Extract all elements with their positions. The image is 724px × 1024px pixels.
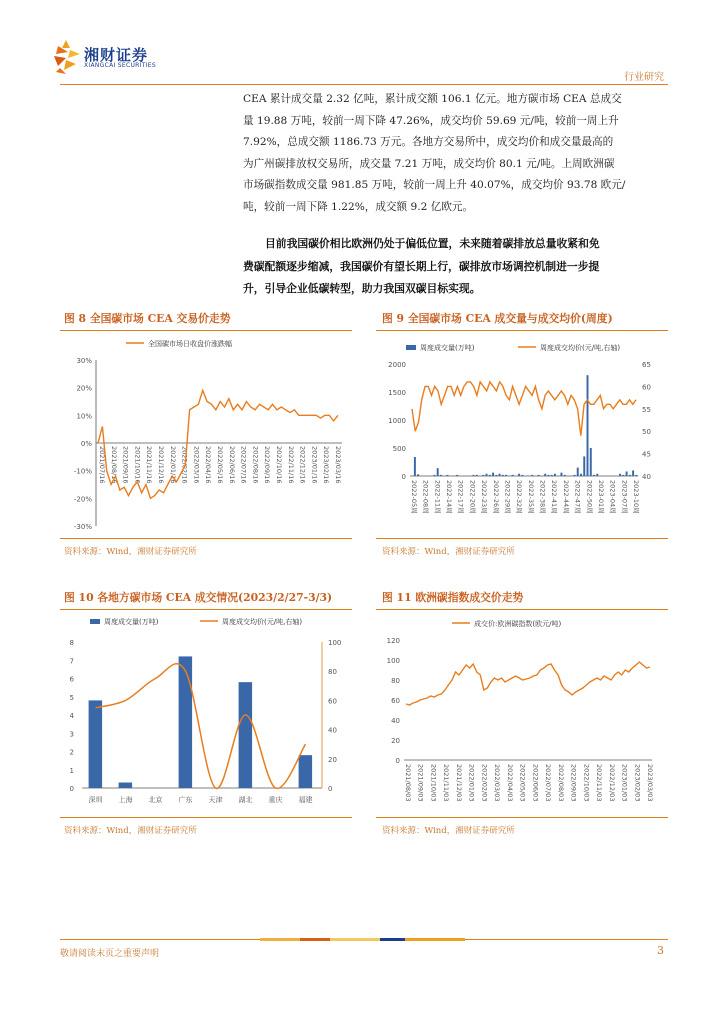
fig8-x-tick-label: 2022/12/16	[298, 446, 307, 484]
fig10-right-y-tick-label: 60	[328, 697, 337, 706]
brand-logo	[52, 40, 80, 74]
fig9-volume-bar	[626, 472, 628, 476]
fig9-right-y-tick-label: 45	[642, 450, 651, 459]
fig9-y-tick-label: 0	[401, 473, 406, 481]
fig8-x-tick-label: 2021/08/16	[109, 446, 118, 484]
fig11-chart	[376, 612, 668, 812]
fig9-x-tick-label: 2022-14周	[445, 480, 454, 514]
header-divider	[60, 84, 668, 85]
fig11-x-tick-label: 2022/01/03	[467, 764, 476, 802]
fig9-rule	[376, 330, 668, 331]
fig9-y-tick-label: 2000	[388, 361, 406, 369]
fig11-y-tick-label: 60	[391, 697, 400, 705]
fig9-legend-label: 周度成交均价(元/吨,右轴)	[540, 344, 621, 352]
fig9-volume-bar	[492, 473, 494, 476]
fig11-y-tick-label: 80	[391, 677, 400, 685]
fig9-volume-bar	[518, 474, 520, 476]
fig9-volume-bar	[473, 475, 475, 476]
fig10-y-tick-label: 3	[69, 730, 74, 739]
fig10-rule	[60, 609, 352, 610]
fig8-y-tick-label: 0%	[80, 440, 92, 448]
fig11-x-tick-label: 2022/12/03	[607, 764, 616, 802]
fig9-x-tick-label: 2022-29周	[503, 480, 512, 514]
fig9-volume-bar	[499, 474, 501, 476]
fig10-category-label: 北京	[148, 796, 163, 804]
fig8-x-tick-label: 2023/01/16	[310, 446, 319, 484]
fig11-x-tick-label: 2021/11/03	[442, 764, 451, 802]
fig11-x-tick-label: 2022/04/03	[505, 764, 514, 802]
fig8-legend-label: 全国碳市场日收盘价涨跌幅	[148, 340, 232, 348]
fig8-x-tick-label: 2022/10/16	[275, 446, 283, 484]
fig11-x-tick-label: 2022/11/03	[595, 764, 604, 802]
brand-subtitle: XIANGCAI SECURITIES	[84, 62, 156, 69]
fig9-chart	[376, 334, 668, 534]
fig9-title: 图 9 全国碳市场 CEA 成交量与成交均价(周度)	[382, 312, 613, 325]
fig11-y-tick-label: 20	[391, 737, 400, 745]
fig11-source: 资料来源：Wind，湘财证券研究所	[382, 826, 515, 836]
fig9-bottom-rule	[376, 538, 668, 539]
fig8-x-tick-label: 2023/03/16	[334, 446, 342, 484]
fig10-source: 资料来源：Wind，湘财证券研究所	[64, 826, 197, 836]
fig8-y-tick-label: -30%	[73, 523, 92, 531]
fig8-x-tick-label: 2023/02/16	[322, 446, 331, 484]
fig9-legend-label: 周度成交量(万吨)	[420, 344, 475, 352]
fig8-x-tick-label: 2021/10/16	[133, 446, 142, 484]
fig8-x-tick-label: 2022/11/16	[286, 446, 295, 484]
fig11-legend-label: 成交价:欧洲碳指数(欧元/吨)	[474, 620, 562, 628]
fig9-volume-bar	[554, 474, 556, 476]
fig9-y-tick-label: 1000	[388, 417, 406, 425]
fig10-right-y-tick-label: 80	[328, 668, 337, 677]
fig9-right-y-tick-label: 60	[642, 383, 651, 392]
fig9-volume-bar	[560, 473, 562, 476]
fig9-volume-bar	[635, 475, 637, 476]
fig9-volume-bar	[495, 475, 497, 476]
fig11-x-tick-label: 2023/01/03	[620, 764, 629, 802]
fig9-volume-bar	[629, 475, 631, 476]
fig9-x-tick-label: 2022-11周	[433, 480, 442, 514]
fig10-y-tick-label: 7	[69, 657, 74, 666]
fig10-category-label: 天津	[208, 796, 223, 804]
paragraph-line: 7.92%，总成交额 1186.73 万元。各地方交易所中，成交均价和成交量最高的	[243, 136, 614, 149]
fig8-chart	[60, 334, 352, 534]
fig9-price-line	[412, 382, 636, 436]
fig10-category-label: 深圳	[88, 796, 103, 804]
logo-icon	[52, 40, 80, 74]
fig9-y-tick-label: 1500	[388, 389, 406, 397]
fig8-x-tick-label: 2022/01/16	[168, 446, 177, 484]
fig9-volume-bar	[417, 474, 419, 476]
fig9-x-tick-label: 2022-20周	[468, 480, 477, 514]
fig9-volume-bar	[544, 474, 546, 476]
fig10-volume-bar	[119, 783, 133, 788]
fig9-x-tick-label: 2023-07周	[620, 480, 629, 514]
fig11-y-tick-label: 0	[395, 757, 400, 765]
fig10-right-y-tick-label: 40	[328, 726, 337, 735]
fig9-volume-bar	[547, 475, 549, 476]
fig9-volume-bar	[564, 475, 566, 476]
fig9-x-tick-label: 2022-08周	[421, 480, 430, 514]
fig8-x-tick-label: 2021/07/16	[98, 446, 106, 484]
fig9-y-tick-label: 500	[392, 445, 406, 453]
fig11-x-tick-label: 2021/09/03	[416, 764, 425, 802]
fig9-volume-bar	[505, 475, 507, 476]
fig9-volume-bar	[437, 468, 439, 476]
fig11-x-tick-label: 2021/10/03	[429, 764, 438, 802]
fig8-rule	[60, 330, 352, 331]
fig10-y-tick-label: 4	[69, 712, 74, 720]
fig10-volume-bar	[239, 682, 253, 788]
fig11-x-tick-label: 2022/06/03	[531, 764, 540, 802]
fig10-volume-bar	[89, 700, 103, 788]
fig11-x-tick-label: 2023/03/03	[646, 764, 654, 802]
fig9-volume-bar	[521, 475, 523, 476]
fig8-x-tick-label: 2021/12/16	[157, 446, 165, 484]
paragraph-line: CEA 累计成交量 2.32 亿吨，累计成交额 106.1 亿元。地方碳市场 CEA 总成交	[243, 93, 622, 105]
fig9-volume-bar	[512, 475, 514, 476]
footer-disclaimer: 敬请阅读末页之重要声明	[60, 949, 160, 959]
fig8-y-tick-label: 10%	[76, 412, 92, 421]
fig9-volume-bar	[577, 468, 579, 476]
fig11-bottom-rule	[376, 817, 668, 818]
fig8-y-tick-label: -10%	[73, 467, 92, 476]
fig10-y-tick-label: 8	[69, 639, 74, 647]
fig11-x-tick-label: 2021/12/03	[454, 764, 463, 802]
fig10-category-label: 重庆	[268, 796, 283, 804]
fig11-x-tick-label: 2022/08/03	[556, 764, 565, 802]
fig10-chart	[60, 612, 352, 812]
fig11-title: 图 11 欧洲碳指数成交价走势	[382, 591, 524, 604]
fig9-right-y-tick-label: 50	[642, 428, 651, 437]
fig10-volume-bar	[299, 755, 313, 788]
fig10-y-tick-label: 1	[69, 766, 74, 775]
fig9-volume-bar	[551, 475, 553, 476]
paragraph-line: 吨，较前一周下降 1.22%，成交额 9.2 亿欧元。	[243, 200, 474, 213]
fig11-rule	[376, 609, 668, 610]
fig11-x-tick-label: 2022/03/03	[493, 764, 502, 802]
fig9-right-y-tick-label: 65	[642, 361, 651, 369]
fig9-right-y-tick-label: 40	[642, 473, 651, 481]
fig8-title: 图 8 全国碳市场 CEA 交易价走势	[64, 312, 231, 325]
fig10-price-line	[96, 664, 306, 789]
fig9-x-tick-label: 2023-01周	[596, 480, 605, 514]
conclusion-paragraph	[243, 233, 669, 301]
fig8-x-tick-label: 2022/08/16	[251, 446, 260, 484]
fig10-legend-label: 周度成交均价(元/吨,右轴)	[222, 618, 303, 626]
fig10-right-y-tick-label: 20	[328, 755, 337, 764]
fig8-x-tick-label: 2022/03/16	[192, 446, 201, 484]
fig9-x-tick-label: 2022-44周	[561, 480, 570, 514]
fig11-x-tick-label: 2022/02/03	[480, 764, 489, 802]
fig9-volume-bar	[593, 475, 595, 476]
fig9-volume-bar	[622, 475, 624, 476]
conclusion-line: 目前我国碳价相比欧洲仍处于偏低位置，未来随着碳排放总量收紧和免	[265, 237, 600, 250]
fig9-volume-bar	[456, 475, 458, 476]
section-tag: 行业研究	[624, 72, 664, 83]
fig10-y-tick-label: 6	[69, 675, 74, 684]
fig9-volume-bar	[619, 474, 621, 476]
fig9-volume-bar	[632, 470, 634, 476]
fig11-x-tick-label: 2022/07/03	[544, 764, 553, 802]
fig8-y-tick-label: 20%	[76, 384, 92, 393]
fig8-y-tick-label: -20%	[73, 495, 92, 504]
fig10-category-label: 上海	[118, 796, 133, 804]
fig8-x-tick-label: 2022/09/16	[263, 446, 272, 484]
fig9-volume-bar	[486, 474, 488, 476]
fig8-x-tick-label: 2022/02/16	[180, 446, 189, 484]
fig9-x-tick-label: 2022-38周	[538, 480, 547, 514]
fig9-volume-bar	[596, 474, 598, 476]
fig10-category-label: 湖北	[238, 796, 253, 804]
footer-decor-bar	[60, 938, 668, 941]
fig9-right-y-tick-label: 55	[642, 405, 651, 414]
fig9-x-tick-label: 2022-05周	[410, 480, 418, 514]
fig10-right-y-tick-label: 100	[328, 639, 342, 647]
fig10-title: 图 10 各地方碳市场 CEA 成交情况(2023/2/27-3/3)	[64, 591, 333, 604]
fig11-x-tick-label: 2022/09/03	[569, 764, 578, 802]
fig8-x-tick-label: 2022/04/16	[204, 446, 213, 484]
fig8-x-tick-label: 2021/11/16	[145, 446, 154, 484]
fig11-x-tick-label: 2022/05/03	[518, 764, 527, 802]
fig9-volume-bar	[538, 475, 540, 476]
fig8-x-tick-label: 2022/06/16	[227, 446, 236, 484]
fig11-price-line	[406, 662, 650, 705]
fig9-volume-bar	[482, 475, 484, 476]
fig9-x-tick-label: 2023-10周	[632, 480, 640, 514]
fig8-x-tick-label: 2022/07/16	[239, 446, 248, 484]
fig11-x-tick-label: 2023/02/03	[633, 764, 642, 802]
fig8-y-tick-label: 30%	[76, 357, 92, 365]
fig10-right-y-tick-label: 0	[328, 785, 333, 793]
fig9-volume-bar	[587, 375, 589, 476]
fig9-volume-bar	[414, 457, 416, 476]
conclusion-line: 升，引导企业低碳转型，助力我国双碳目标实现。	[243, 282, 481, 295]
fig9-x-tick-label: 2022-32周	[515, 480, 524, 514]
fig11-x-tick-label: 2022/10/03	[582, 764, 591, 802]
fig10-y-tick-label: 5	[69, 693, 74, 702]
fig9-volume-bar	[433, 475, 435, 476]
fig9-x-tick-label: 2022-35周	[526, 480, 535, 514]
fig9-x-tick-label: 2022-23周	[480, 480, 489, 514]
fig9-volume-bar	[580, 474, 582, 476]
fig8-x-tick-label: 2021/09/16	[121, 446, 130, 484]
fig9-x-tick-label: 2022-26周	[491, 480, 500, 514]
fig9-x-tick-label: 2023-04周	[608, 480, 617, 514]
fig9-x-tick-label: 2022-17周	[456, 480, 465, 514]
conclusion-line: 费碳配额逐步缩减，我国碳价有望长期上行，碳排放市场调控机制进一步提	[243, 259, 600, 273]
fig9-volume-bar	[446, 475, 448, 476]
fig9-legend-bar-swatch	[406, 345, 416, 350]
fig8-bottom-rule	[60, 538, 352, 539]
fig10-y-tick-label: 0	[69, 785, 74, 793]
fig9-volume-bar	[440, 475, 442, 476]
fig9-x-tick-label: 2022-47周	[573, 480, 582, 514]
fig9-volume-bar	[531, 475, 533, 476]
fig9-volume-bar	[574, 475, 576, 476]
fig9-volume-bar	[590, 448, 592, 476]
paragraph-line: 为广州碳排放权交易所，成交量 7.21 万吨，成交均价 80.1 元/吨。上周欧洲碳	[243, 157, 615, 170]
paragraph-line: 市场碳指数成交量 981.85 万吨，较前一周上升 40.07%，成交均价 93.78 欧元/	[243, 179, 626, 192]
fig10-category-label: 广东	[178, 796, 193, 804]
brand-name: 湘财证券	[84, 46, 149, 64]
fig10-volume-bar	[179, 656, 193, 788]
fig11-x-tick-label: 2021/08/03	[404, 764, 412, 802]
fig10-category-label: 福建	[298, 796, 313, 804]
fig9-volume-bar	[489, 475, 491, 476]
page-number: 3	[657, 944, 664, 957]
fig9-volume-bar	[502, 475, 504, 476]
fig9-volume-bar	[476, 475, 478, 476]
fig10-bottom-rule	[60, 817, 352, 818]
fig9-source: 资料来源：Wind，湘财证券研究所	[382, 547, 515, 557]
fig9-x-tick-label: 2022-50周	[585, 480, 594, 514]
fig10-y-tick-label: 2	[69, 748, 74, 757]
fig9-x-tick-label: 2022-41周	[550, 480, 559, 514]
fig11-y-tick-label: 120	[386, 637, 400, 645]
fig11-y-tick-label: 40	[391, 717, 400, 725]
fig8-source: 资料来源：Wind，湘财证券研究所	[64, 547, 197, 557]
body-paragraph	[243, 89, 669, 219]
fig10-legend-bar-swatch	[90, 619, 100, 624]
fig9-volume-bar	[583, 456, 585, 476]
fig8-x-tick-label: 2022/05/16	[216, 446, 224, 484]
fig10-legend-label: 周度成交量(万吨)	[104, 618, 159, 626]
fig11-y-tick-label: 100	[386, 657, 400, 665]
paragraph-line: 量 19.88 万吨，较前一周下降 47.26%，成交均价 59.69 元/吨，较前一周上升	[243, 114, 619, 127]
